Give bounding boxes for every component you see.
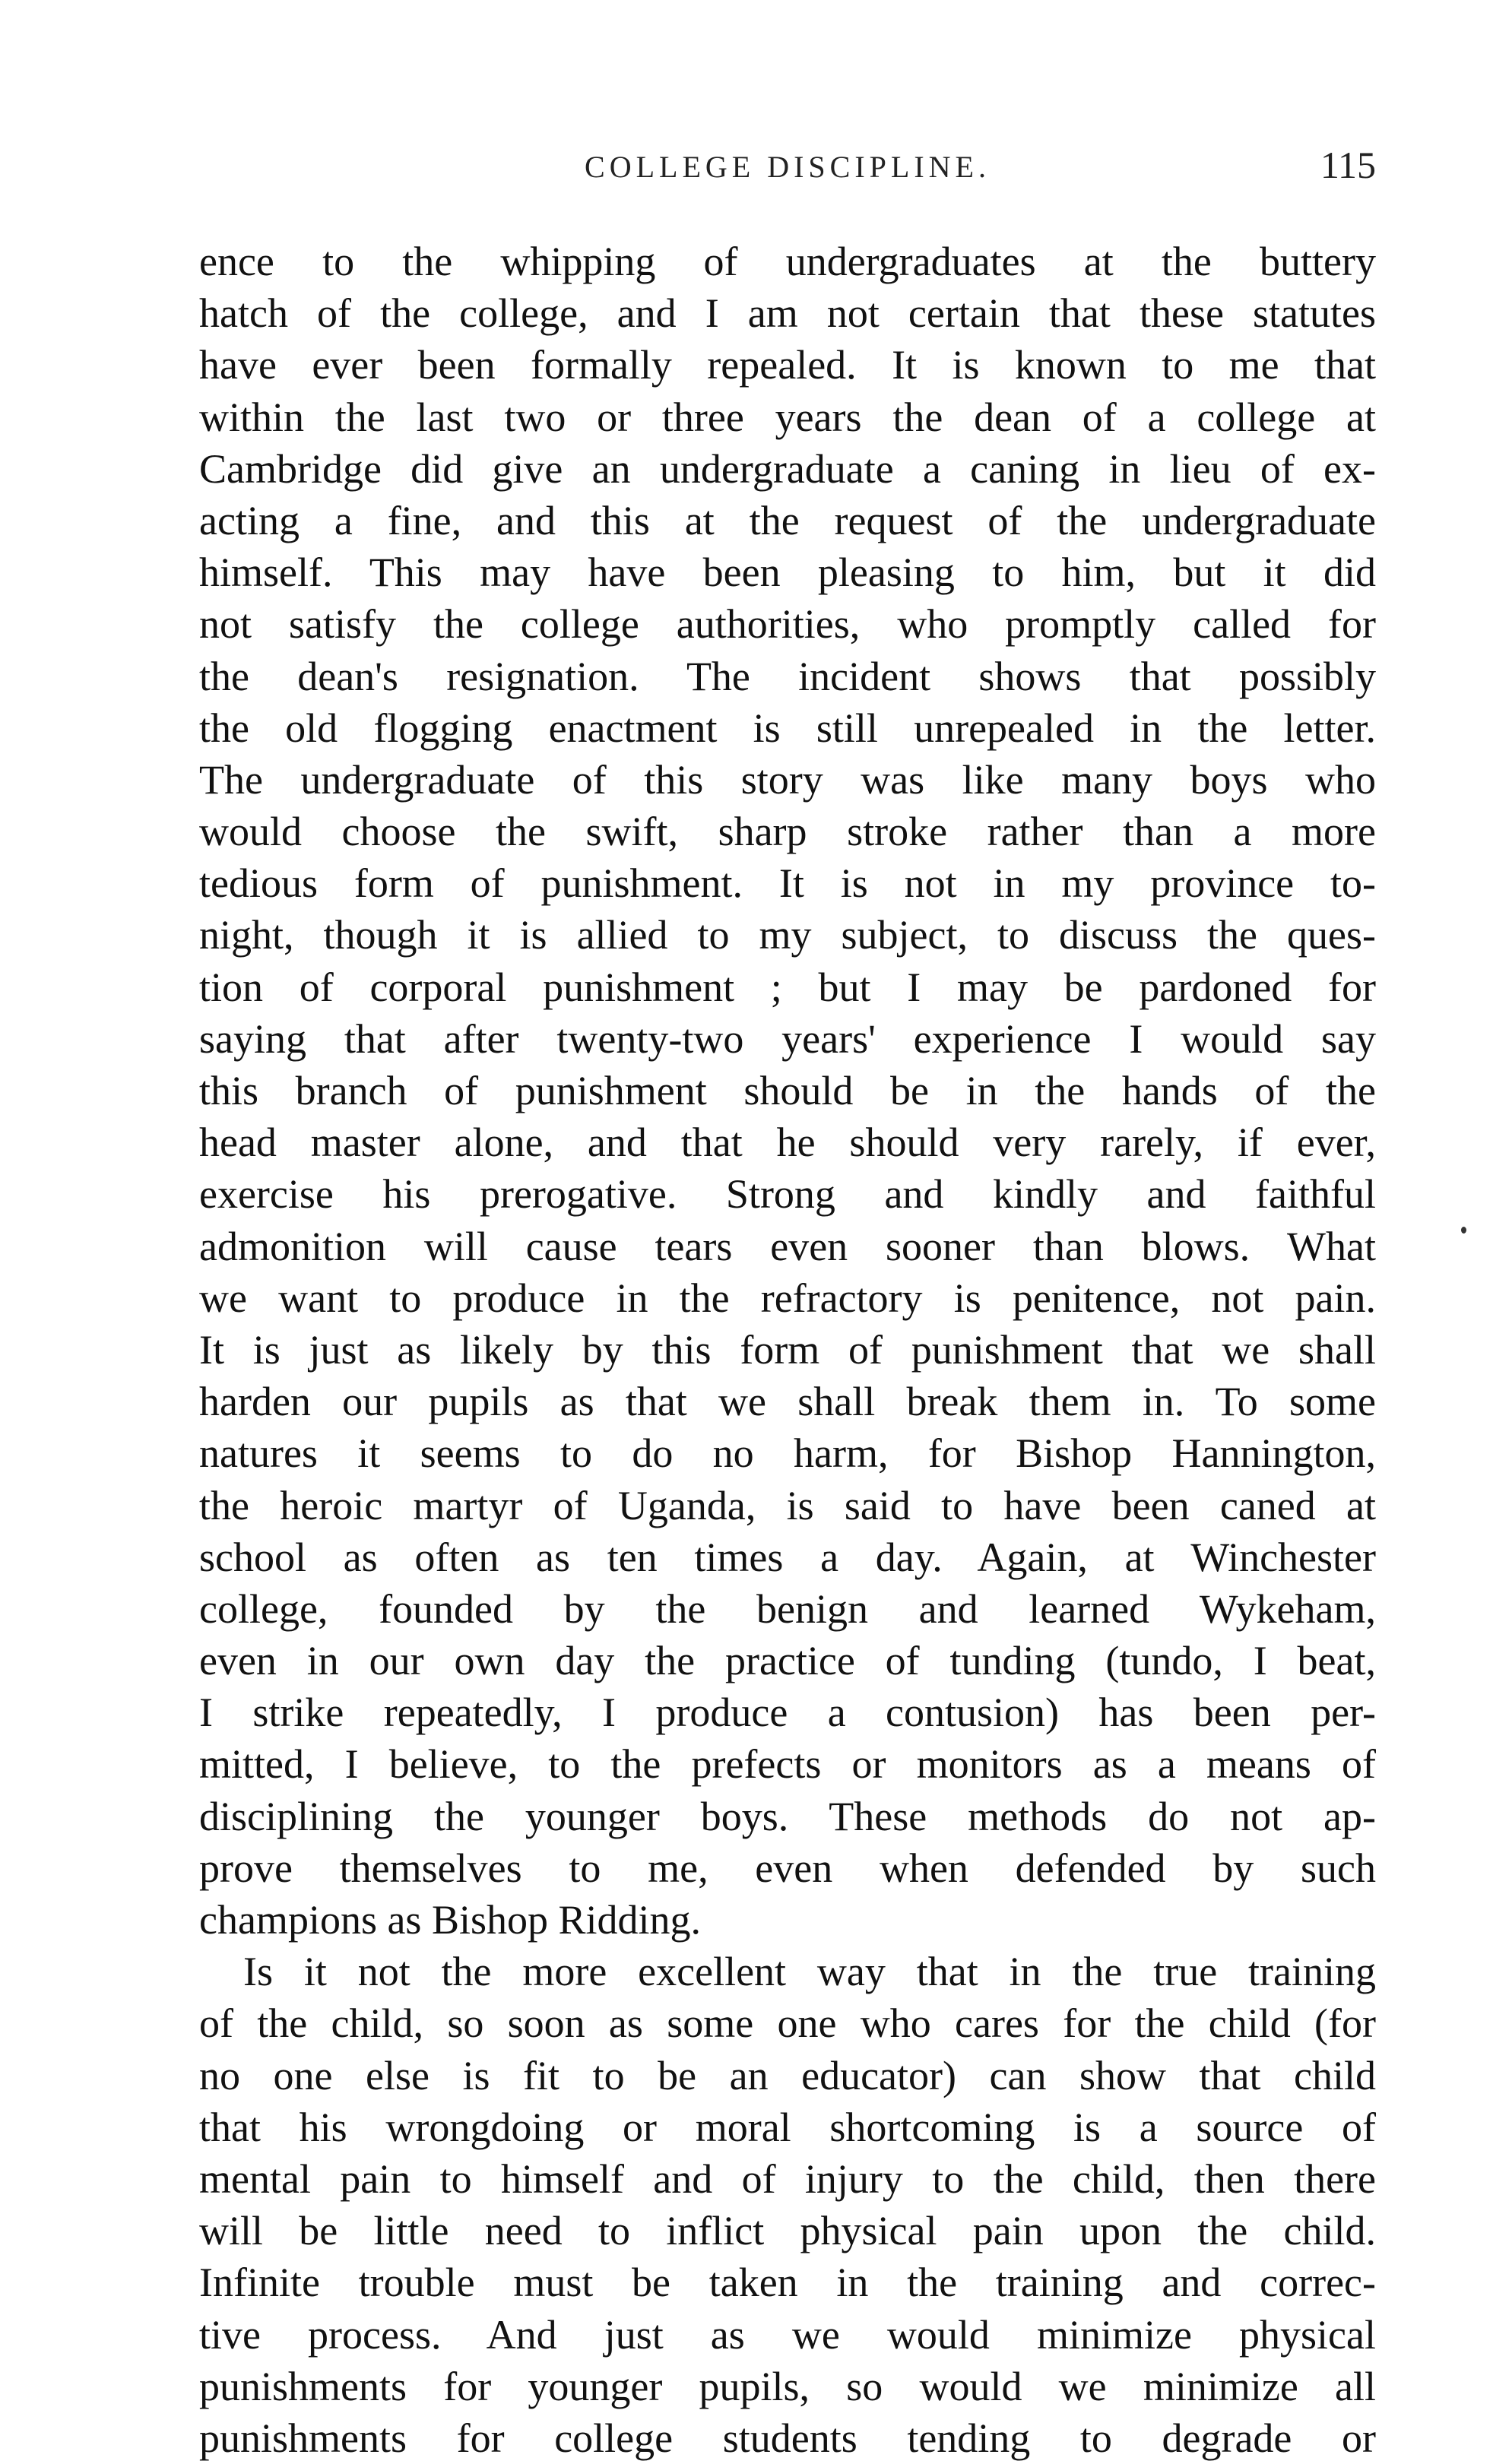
- text-line: harden our pupils as that we shall break them in. To some: [199, 1379, 1376, 1425]
- text-line: punishments for younger pupils, so would we minimize all: [199, 2363, 1376, 2409]
- paragraph-start-line: Is it not the more excellent way that in the true training: [243, 1949, 1376, 1995]
- text-line: that his wrongdoing or moral shortcoming is a source of: [199, 2104, 1376, 2150]
- text-line: tion of corporal punishment ; but I may be pardoned for: [199, 964, 1376, 1010]
- text-line: night, though it is allied to my subject, to discuss the ques-: [199, 912, 1376, 958]
- text-line: natures it seems to do no harm, for Bishop Hannington,: [199, 1430, 1376, 1477]
- running-title: COLLEGE DISCIPLINE.: [585, 150, 991, 184]
- text-line: college, founded by the benign and learned Wykeham,: [199, 1585, 1376, 1632]
- text-line: this branch of punishment should be in the hands of the: [199, 1068, 1376, 1113]
- text-line: not satisfy the college authorities, who promptly called for: [199, 601, 1376, 648]
- text-line: exercise his prerogative. Strong and kindly and faithful: [199, 1171, 1376, 1218]
- text-line: himself. This may have been pleasing to him, but it did: [199, 549, 1376, 596]
- text-line: I strike repeatedly, I produce a contusion) has been per-: [199, 1690, 1376, 1736]
- text-line: disciplining the younger boys. These methods do not ap-: [199, 1793, 1376, 1839]
- page-number: 115: [1320, 144, 1376, 186]
- text-line: mental pain to himself and of injury to the child, then there: [199, 2155, 1376, 2202]
- text-line: The undergraduate of this story was like many boys who: [199, 756, 1376, 803]
- text-line: tedious form of punishment. It is not in my province to-: [199, 860, 1376, 907]
- text-line: school as often as ten times a day. Again, at Winchester: [199, 1534, 1376, 1580]
- text-line: will be little need to inflict physical pain upon the child.: [199, 2208, 1376, 2254]
- text-line: have ever been formally repealed. It is known to me that: [199, 342, 1376, 388]
- paragraph-end-line: champions as Bishop Ridding.: [199, 1897, 701, 1943]
- text-line: would choose the swift, sharp stroke rather than a more: [199, 809, 1376, 855]
- text-line: the old flogging enactment is still unrepealed in the letter.: [199, 705, 1376, 751]
- body-text: [199, 236, 1376, 2464]
- text-line: mitted, I believe, to the prefects or monitors as a means of: [199, 1741, 1376, 1788]
- text-line: acting a fine, and this at the request of the undergraduate: [199, 497, 1376, 543]
- running-head: [199, 144, 1376, 195]
- text-line: within the last two or three years the dean of a college at: [199, 394, 1376, 440]
- text-line: Infinite trouble must be taken in the training and correc-: [199, 2260, 1376, 2306]
- text-line: hatch of the college, and I am not certain that these statutes: [199, 290, 1376, 337]
- text-line: no one else is fit to be an educator) can show that child: [199, 2052, 1376, 2098]
- text-line: punishments for college students tending to degrade or: [199, 2415, 1376, 2461]
- text-line: head master alone, and that he should very rarely, if ever,: [199, 1120, 1376, 1166]
- text-line: prove themselves to me, even when defended by such: [199, 1845, 1376, 1891]
- text-line: It is just as likely by this form of punishment that we shall: [199, 1326, 1376, 1373]
- text-line: the heroic martyr of Uganda, is said to have been caned at: [199, 1482, 1376, 1528]
- text-line: saying that after twenty-two years' experience I would say: [199, 1015, 1376, 1062]
- text-line: ence to the whipping of undergraduates at the buttery: [199, 239, 1376, 284]
- margin-mark: [1461, 1227, 1466, 1234]
- text-line: tive process. And just as we would minimize physical: [199, 2311, 1376, 2358]
- text-line: the dean's resignation. The incident shows that possibly: [199, 653, 1376, 699]
- text-line: admonition will cause tears even sooner than blows. What: [199, 1223, 1376, 1269]
- text-line: Cambridge did give an undergraduate a caning in lieu of ex-: [199, 445, 1376, 492]
- text-line: we want to produce in the refractory is penitence, not pain.: [199, 1275, 1376, 1321]
- text-line: even in our own day the practice of tunding (tundo, I beat,: [199, 1638, 1376, 1684]
- text-line: of the child, so soon as some one who cares for the child (for: [199, 2000, 1376, 2047]
